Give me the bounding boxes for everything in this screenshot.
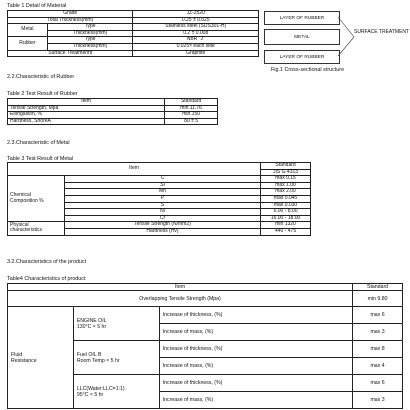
test-condition — [73, 375, 159, 409]
overlap-tensile-standard: min 9.80 — [353, 291, 403, 307]
metal-thickness-label: Thickness(mm) — [47, 30, 133, 37]
fluid-test-item: Increase of mass, (%) — [159, 324, 352, 341]
rubber-item-standard: 80 ± 5 — [165, 118, 218, 125]
element-symbol: Ni — [64, 209, 260, 216]
rubber-layer-bottom: LAYER OF RUBBER — [264, 50, 340, 64]
surface-treatment-value: Graphite — [133, 50, 259, 57]
surface-treatment-label: Surface Treatmennt — [8, 50, 133, 57]
element-standard: max 2.00 — [261, 189, 311, 196]
metal-group-label: Metal — [8, 24, 48, 37]
test-fluid-name: LLC(Water:LLC=1:1) — [76, 385, 125, 392]
physical-property-standard: 440 - 475 — [261, 228, 311, 235]
rubber-group-label: Rubber — [8, 37, 48, 50]
section-product-heading: 3.2.Characteristics of the product — [7, 259, 87, 265]
element-standard: max 0.045 — [261, 195, 311, 202]
test-fluid-name: Fuel OIL B — [76, 351, 102, 358]
figure1-caption: Fig.1 Cross-sectional structure — [271, 67, 345, 73]
metal-thickness-value: 0.2 ± 0.008 — [133, 30, 259, 37]
test-fluid-condition: 130°C × 5 hr — [76, 323, 107, 330]
rubber-thickness-value: 0.025× each side — [133, 43, 259, 50]
table4-header-standard: Standard — [353, 284, 403, 291]
physical-property-label: Hardness (Hv) — [64, 228, 260, 235]
fluid-test-standard: max 4 — [353, 358, 403, 375]
test-condition — [73, 341, 159, 375]
material-detail-table — [7, 10, 259, 57]
element-symbol: S — [64, 202, 260, 209]
grade-label: Grade — [8, 11, 133, 18]
element-symbol: C — [64, 176, 260, 183]
fluid-test-standard: max 3 — [353, 392, 403, 409]
test-fluid-condition: Room Temp × 5 hr — [76, 357, 120, 364]
test-fluid-name: ENGINE OIL — [76, 317, 107, 324]
rubber-type-label: Type — [47, 37, 133, 44]
product-characteristics-table — [7, 283, 403, 409]
metal-type-value: Stainless steel (SUS301-H) — [133, 24, 259, 31]
fluid-resistance-label: Fluid Resistance — [8, 307, 74, 409]
rubber-item-label: Tensile Strength, Mpa — [8, 105, 165, 112]
test-condition — [73, 307, 159, 341]
metal-type-label: Type — [47, 24, 133, 31]
bracket-lines — [336, 10, 356, 64]
rubber-item-label: Hardness, ShoreA — [8, 118, 165, 125]
element-standard: max 0.15 — [261, 176, 311, 183]
fluid-test-item: Increase of thickness, (%) — [159, 307, 352, 324]
physical-property-label: Tensile Strength (N/mm2) — [64, 222, 260, 229]
table-row — [8, 176, 311, 183]
total-thickness-label: Total Thickness(mm) — [8, 17, 133, 24]
test-fluid-condition: 95°C × 5 hr — [76, 391, 104, 398]
table2-caption: Table 2 Test Result of Rubber — [7, 91, 78, 97]
fluid-test-item: Increase of mass, (%) — [159, 392, 352, 409]
overlap-tensile-label: Overlapping Tensile Strength (Mpa) — [8, 291, 353, 307]
fluid-test-item: Increase of mass, (%) — [159, 358, 352, 375]
element-symbol: P — [64, 195, 260, 202]
table4-caption: Table4 Characteristics of product — [7, 276, 86, 282]
metal-test-table — [7, 162, 311, 236]
section-metal-heading: 2.3.Characteristic of Metal — [7, 140, 70, 146]
element-standard: max 1.00 — [261, 182, 311, 189]
metal-layer: METAL — [264, 29, 340, 45]
rubber-type-value: NBR "J" — [133, 37, 259, 44]
fluid-test-item: Increase of thickness, (%) — [159, 375, 352, 392]
physical-property-standard: min 1320 — [261, 222, 311, 229]
section-rubber-heading: 2.2.Characteristic of Rubber — [7, 74, 75, 80]
rubber-item-standard: min.150 — [165, 112, 218, 119]
fluid-test-standard: max 8 — [353, 341, 403, 358]
table-row — [8, 307, 403, 324]
fluid-test-item: Increase of thickness, (%) — [159, 341, 352, 358]
rubber-item-label: Elongasion, % — [8, 112, 165, 119]
element-symbol: Cr — [64, 215, 260, 222]
rubber-thickness-label: Thickness(mm) — [47, 43, 133, 50]
chemical-composition-label: Chemical Composition % — [8, 176, 65, 222]
table3-header-item: Item — [8, 163, 261, 176]
fluid-test-standard: max 3 — [353, 324, 403, 341]
rubber-layer-top: LAYER OF RUBBER — [264, 11, 340, 25]
element-symbol: Mn — [64, 189, 260, 196]
table4-header-item: Item — [8, 284, 353, 291]
grade-value: JZ-2520 — [133, 11, 259, 18]
table3-caption: Table 3 Test Result of Metal — [7, 156, 74, 162]
element-standard: 16.00 - 18.00 — [261, 215, 311, 222]
total-thickness-value: 0.25 ± 0.025 — [133, 17, 259, 24]
table2-header-item: Item — [8, 99, 165, 106]
fluid-test-standard: max 6 — [353, 375, 403, 392]
rubber-item-standard: min.11.76 — [165, 105, 218, 112]
physical-characteristics-label: Physical characteristics — [8, 222, 65, 235]
surface-treatment-side-label: SURFACE TREATMENT — [354, 29, 410, 35]
table3-header-standard: Standard — [261, 163, 311, 170]
element-standard: 6.00 - 8.00 — [261, 209, 311, 216]
element-standard: max 0.030 — [261, 202, 311, 209]
element-symbol: Si — [64, 182, 260, 189]
table3-header-jis: JIS G 4313 — [261, 169, 311, 176]
rubber-test-table — [7, 98, 218, 125]
fluid-test-standard: max 6 — [353, 307, 403, 324]
table-row — [8, 118, 218, 125]
table2-header-standard: Standard — [165, 99, 218, 106]
table1-caption: Table 1 Detail of Material — [7, 3, 67, 9]
